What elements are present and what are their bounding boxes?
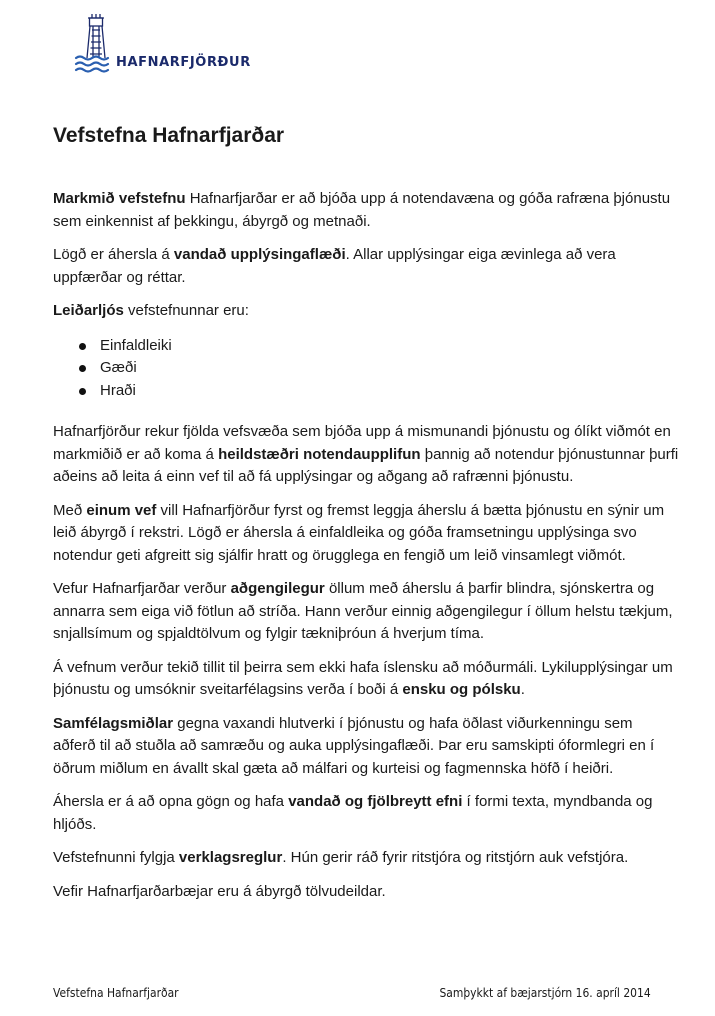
paragraph-text: Vefir Hafnarfjarðarbæjar eru á ábyrgð tölvudeildar. xyxy=(53,882,386,900)
paragraph-text: Með xyxy=(53,501,87,519)
paragraph-text: þannig að notendur þjónustunnar þurfi aðeins að leita á einn vef til að fá upplýsingar og aðgang að rafrænni þjónustu. xyxy=(53,445,679,485)
paragraph-social-media xyxy=(53,713,679,781)
document-body xyxy=(53,188,679,914)
paragraph-text: Hafnarfjarðar er að bjóða upp á notendavæna og góða rafræna þjónustu sem einkennist af þekkingu, ábyrgð og metnaði. xyxy=(53,190,671,230)
paragraph-text: Áhersla er á að opna gögn og hafa xyxy=(53,793,289,810)
paragraph-text: vefstefnunnar eru: xyxy=(123,302,249,319)
paragraph-procedures xyxy=(53,847,679,870)
paragraph-responsibility xyxy=(53,881,679,904)
paragraph-open-data xyxy=(53,791,679,836)
document-title: Vefstefna Hafnarfjarðar xyxy=(53,124,285,147)
paragraph-languages xyxy=(53,657,679,702)
paragraph-text: Vefstefnunni fylgja xyxy=(53,849,179,866)
paragraph-text: Á vefnum verður tekið tillit til þeirra sem ekki hafa íslensku að móðurmáli. Lykilupplýsingar um þjónustu og umsóknir sveitarfélagsins verða í boði á xyxy=(53,658,673,698)
bold-phrase: ensku og pólsku xyxy=(402,681,521,698)
bold-phrase: aðgengilegur xyxy=(230,580,325,597)
paragraph-accessibility xyxy=(53,578,679,646)
paragraph-text: . Hún gerir ráð fyrir ritstjóra og ritstjórn auk vefstjóra. xyxy=(282,849,629,866)
bold-phrase: einum vef xyxy=(86,501,157,519)
paragraph-information-flow xyxy=(53,244,679,289)
bold-phrase: Leiðarljós xyxy=(53,302,124,319)
list-item: Hraði xyxy=(53,380,679,403)
bold-phrase: Samfélagsmiðlar xyxy=(53,714,174,732)
paragraph-text: vill Hafnarfjörður fyrst og fremst leggja áherslu á bætta þjónustu en sýnir um leið ábyrgð í rekstri. Lögð er áhersla á einfaldleika og góða framsetningu upplýsinga svo notendur geti afgreitt sig sjálfir hratt og örugglega en fengið um leið vinsamlegt viðmót. xyxy=(53,501,665,564)
bold-phrase: verklagsreglur xyxy=(178,849,283,866)
bold-phrase: heildstæðri notendaupplifun xyxy=(218,445,421,463)
paragraph-text: . Allar upplýsingar eiga ævinlega að vera uppfærðar og réttar. xyxy=(53,246,616,286)
paragraph-guiding-principles xyxy=(53,300,679,323)
bold-phrase: vandað og fjölbreytt efni xyxy=(288,793,463,810)
logo-wordmark: HAFNARFJÖRÐUR xyxy=(116,55,251,70)
paragraph-text: Lögð er áhersla á xyxy=(53,246,174,263)
bold-phrase: vandað upplýsingaflæði xyxy=(173,246,346,263)
principles-list xyxy=(53,335,679,403)
paragraph-text: öllum með áherslu á þarfir blindra, sjónskertra og annarra sem eiga við fötlun að stríða. Hann verður einnig aðgengilegur í öllum helstu tækjum, snjallsímum og spjaldtölvum og fylgir tækniþróun á hverjum tíma. xyxy=(53,580,673,642)
paragraph-text: í formi texta, myndbanda og hljóðs. xyxy=(53,793,653,833)
list-item: Einfaldleiki xyxy=(53,335,679,358)
footer-document-name: Vefstefna Hafnarfjarðar xyxy=(53,985,179,1000)
bold-phrase: Markmið vefstefnu xyxy=(53,190,186,207)
paragraph-text: . xyxy=(520,681,525,698)
paragraph-goal xyxy=(53,188,679,233)
paragraph-text: Hafnarfjörður rekur fjölda vefsvæða sem bjóða upp á mismunandi þjónustu og ólíkt viðmót en markmiðið er að koma á xyxy=(53,423,671,463)
paragraph-text: gegna vaxandi hlutverki í þjónustu og hafa öðlast viðurkenningu sem aðferð til að stuðla að samræðu og auka upplýsingaflæði. Þar eru samskipti óformlegri en í öðrum miðlum en ávallt skal gæta að málfari og kurteisi og fagmennska höfð í heiðri. xyxy=(53,714,655,777)
paragraph-user-experience xyxy=(53,421,679,489)
hafnarfjordur-logo xyxy=(74,12,274,76)
footer-approval-date: Samþykkt af bæjarstjórn 16. apríl 2014 xyxy=(439,985,651,1000)
paragraph-one-website xyxy=(53,500,679,568)
paragraph-text: Vefur Hafnarfjarðar verður xyxy=(53,580,231,597)
list-item: Gæði xyxy=(53,357,679,380)
